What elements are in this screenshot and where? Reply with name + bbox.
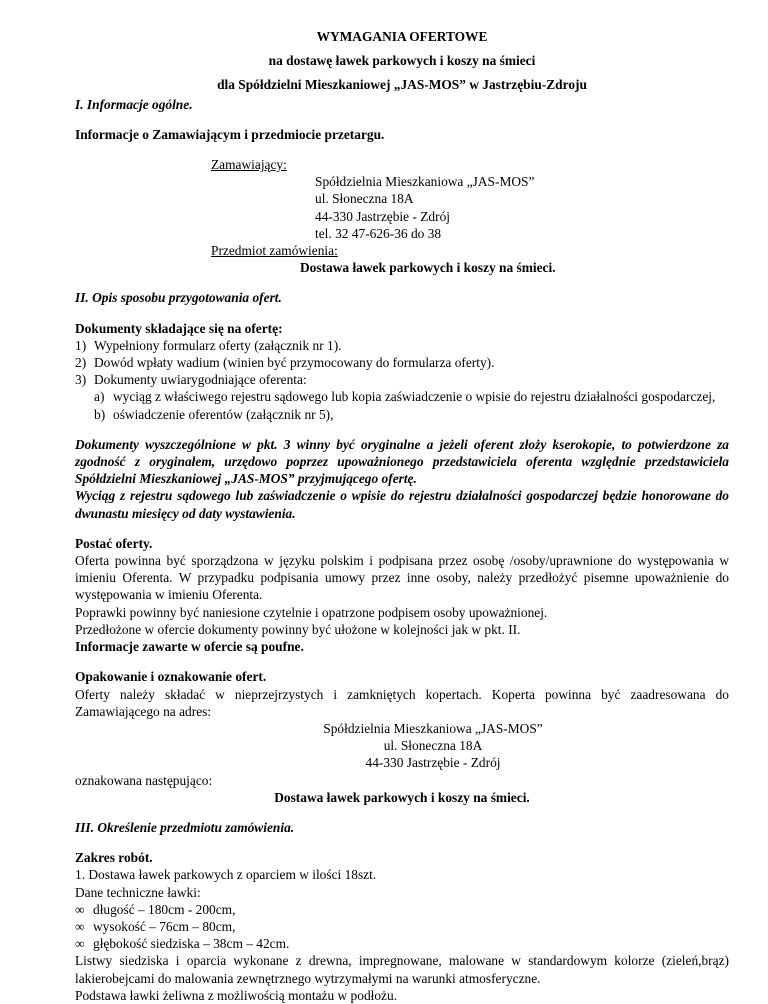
address-name: Spółdzielnia Mieszkaniowa „JAS-MOS” bbox=[323, 720, 543, 736]
section2-heading: II. Opis sposobu przygotowania ofert. bbox=[75, 290, 282, 306]
list-item: ∞ głębokość siedziska – 38cm – 42cm. bbox=[75, 936, 290, 952]
scope-item-1: 1. Dostawa ławek parkowych z oparciem w ilości 18szt. bbox=[75, 867, 377, 883]
form-paragraph-4: Informacje zawarte w ofercie są poufne. bbox=[75, 639, 304, 655]
list-item: ∞ wysokość – 76cm – 80cm, bbox=[75, 918, 236, 934]
pack-label: Dostawa ławek parkowych i koszy na śmieci. bbox=[274, 789, 530, 805]
form-paragraph-2: Poprawki powinny być naniesione czytelnie i opatrzone podpisem osoby upoważnionej. bbox=[75, 604, 548, 620]
docs-heading: Dokumenty składające się na ofertę: bbox=[75, 320, 283, 336]
docs-note-1: Dokumenty wyszczególnione w pkt. 3 winny być oryginalne a jeżeli oferent złoży kserokopie, to potwierdzone za zgodność z oryginałem, urzędowo poprzez upoważnionego przedstawiciela oferenta względnie przedstawiciela Spółdzielni Mieszkaniowej „JAS-MOS” przyjmującego ofertę. bbox=[75, 436, 729, 487]
zamawiajacy-street: ul. Słoneczna 18A bbox=[315, 191, 414, 207]
list-item: b) oświadczenie oferentów (załącznik nr 5), bbox=[94, 406, 334, 422]
document-title: WYMAGANIA OFERTOWE bbox=[316, 29, 488, 44]
list-item: 3) Dokumenty uwiarygodniające oferenta: bbox=[75, 372, 307, 388]
form-paragraph-3: Przedłożone w ofercie dokumenty powinny być ułożone w kolejności jak w pkt. II. bbox=[75, 621, 521, 637]
list-item: 2) Dowód wpłaty wadium (winien być przymocowany do formularza oferty). bbox=[75, 355, 495, 371]
przedmiot-value: Dostawa ławek parkowych i koszy na śmieci. bbox=[300, 260, 556, 276]
section1-subheading: Informacje o Zamawiającym i przedmiocie przetargu. bbox=[75, 126, 385, 142]
list-item: a) wyciąg z właściwego rejestru sądowego lub kopia zaświadczenie o wpisie do rejestru działalności gospodarczej, bbox=[94, 389, 716, 405]
zamawiajacy-label: Zamawiający: bbox=[211, 157, 287, 173]
zamawiajacy-city: 44-330 Jastrzębie - Zdrój bbox=[315, 208, 450, 224]
section3-heading: III. Określenie przedmiotu zamówienia. bbox=[75, 819, 295, 835]
scope-paragraph-2: Podstawa ławki żeliwna z możliwością montażu w podłożu. bbox=[75, 987, 398, 1003]
docs-note-2: Wyciąg z rejestru sądowego lub zaświadczenie o wpisie do rejestru działalności gospodarczej będzie honorowane do dwunastu miesięcy od daty wystawienia. bbox=[75, 488, 729, 521]
pack-paragraph-2: oznakowana następująco: bbox=[75, 772, 213, 788]
scope-paragraph-1: Listwy siedziska i oparcia wykonane z drewna, impregnowane, malowane w standardowym kolorze (zieleń,brąz) lakierobejcami do malowania zewnętrznego wytrzymałymi na warunki atmosferyczne. bbox=[75, 953, 729, 986]
form-heading: Postać oferty. bbox=[75, 535, 153, 551]
section1-heading: I. Informacje ogólne. bbox=[75, 96, 193, 112]
address-street: ul. Słoneczna 18A bbox=[383, 738, 483, 754]
list-item: ∞ długość – 180cm - 200cm, bbox=[75, 901, 236, 917]
scope-heading: Zakres robót. bbox=[75, 850, 153, 866]
pack-paragraph-1: Oferty należy składać w nieprzejrzystych i zamkniętych kopertach. Koperta powinna być zaadresowana do Zamawiającego na adres: bbox=[75, 686, 729, 719]
document-page bbox=[75, 28, 729, 1004]
subdocs-list bbox=[75, 388, 729, 422]
zamawiajacy-block bbox=[75, 156, 729, 276]
list-item: 1) Wypełniony formularz oferty (załącznik nr 1). bbox=[75, 337, 342, 353]
pack-heading: Opakowanie i oznakowanie ofert. bbox=[75, 669, 267, 685]
address-city: 44-330 Jastrzębie - Zdrój bbox=[365, 755, 501, 771]
infinity-bullet-icon: ∞ bbox=[75, 918, 85, 934]
docs-list bbox=[75, 337, 729, 389]
infinity-bullet-icon: ∞ bbox=[75, 936, 85, 952]
tech-bullets bbox=[75, 901, 729, 953]
document-subtitle-2: dla Spółdzielni Mieszkaniowej „JAS-MOS” w Jastrzębiu-Zdroju bbox=[217, 77, 587, 93]
form-paragraph-1: Oferta powinna być sporządzona w języku polskim i podpisana przez osobę /osoby/uprawnione do występowania w imieniu Oferenta. W przypadku podpisania umowy przez inne osoby, należy przedłożyć pisemne upoważnienie do występowania w imieniu Oferenta. bbox=[75, 553, 729, 603]
address-block bbox=[75, 720, 729, 772]
przedmiot-label: Przedmiot zamówienia: bbox=[211, 243, 338, 259]
tech-heading: Dane techniczne ławki: bbox=[75, 884, 201, 900]
zamawiajacy-name: Spółdzielnia Mieszkaniowa „JAS-MOS” bbox=[315, 174, 535, 190]
zamawiajacy-phone: tel. 32 47-626-36 do 38 bbox=[315, 225, 442, 241]
infinity-bullet-icon: ∞ bbox=[75, 901, 85, 917]
document-subtitle: na dostawę ławek parkowych i koszy na śmieci bbox=[268, 53, 536, 69]
